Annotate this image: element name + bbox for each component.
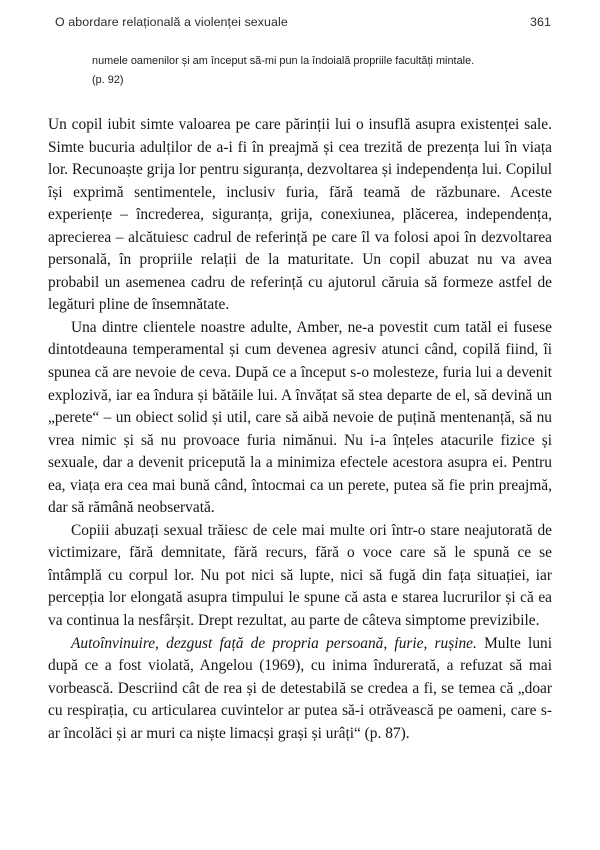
- extract-text: numele oamenilor și am început să-mi pun la îndoială propriile facultăți mintale.: [92, 55, 475, 67]
- paragraph-4-body: Multe luni după ce a fost violată, Angelou (1969), cu inima îndurerată, a refuzat să mai vorbească. Descriind cât de rea și de detestabilă se credea a fi, se temea că „doar cu respirația, cu articularea cuvintelor ar putea să-i otrăvească pe oameni, care s-ar încolăci și ar muri ca niște limacși grași și urâți“ (p. 87).: [48, 634, 553, 742]
- running-head: [55, 14, 551, 34]
- paragraph-4: [48, 633, 552, 746]
- block-quote-extract: [92, 52, 542, 90]
- running-head-title: O abordare relațională a violenței sexuale: [55, 15, 288, 29]
- page-number: 361: [530, 15, 551, 29]
- body-text-column: [48, 114, 552, 745]
- paragraph-2: Una dintre clientele noastre adulte, Amber, ne-a povestit cum tatăl ei fusese dintotdeauna temperamental și cum devenea agresiv atunci când, copilă fiind, îi spunea că are nevoie de ceva. După ce a început s-o molesteze, furia lui a devenit explozivă, iar ea îndura și bătăile lui. A învățat să stea departe de el, să devină un „perete“ – un obiect solid și util, care să aibă nevoie de puțină mentenanță, să nu vrea nimic și să nu provoace furia nimănui. Nu i-a înțeles atacurile fizice și sexuale, dar a devenit pricepută la a minimiza efectele acestora asupra ei. Pentru ea, viața era cea mai bună când, întocmai ca un perete, putea să fie prin preajmă, dar să rămână neobservată.: [48, 318, 552, 517]
- paragraph-1: Un copil iubit simte valoarea pe care părinții lui o insuflă asupra existenței sale. Simte bucuria adulților de a-i fi în preajmă și cea trezită de prezența lui în viața lor. Recunoaște grija lor pentru siguranța, dezvoltarea și independența lui. Copilul își exprimă sentimentele, inclusiv furia, fără teamă de răzbunare. Aceste experiențe – încrederea, siguranța, grija, conexiunea, plăcerea, independența, aprecierea – alcătuiesc cadrul de referință pe care îl va folosi apoi în dezvoltarea personală, în propriile relații de la maturitate. Un copil abuzat nu va avea probabil un asemenea cadru de referință cu ajutorul căruia să formeze astfel de legături pline de însemnătate.: [48, 116, 552, 314]
- extract-citation: (p. 92): [92, 74, 124, 87]
- paragraph-4-italic-lead: Autoînvinuire, dezgust față de propria persoană, furie, rușine.: [71, 634, 477, 652]
- paragraph-3: Copiii abuzați sexual trăiesc de cele mai multe ori într-o stare neajutorată de victimizare, fără demnitate, fără recurs, fără o voce care să le spună ce se întâmplă cu corpul lor. Nu pot nici să lupte, nici să fugă din fața situației, iar percepția lor elongată asupra timpului le spune că asta e starea lucrurilor și că ea va continua la nesfârșit. Drept rezultat, au parte de câteva simptome previzibile.: [48, 521, 552, 630]
